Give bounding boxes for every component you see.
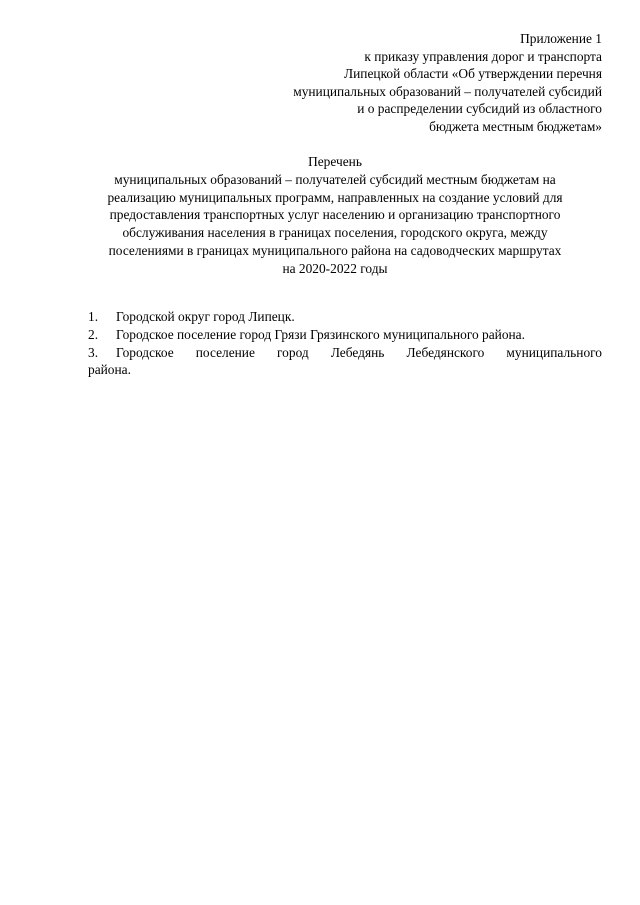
appendix-line: к приказу управления дорог и транспорта (364, 48, 602, 64)
list-item-number: 3. (88, 344, 99, 360)
list-item-continuation-text: района. (88, 362, 131, 378)
title-line: предоставления транспортных услуг населению и организацию транспортного (109, 207, 561, 223)
title-line: муниципальных образований – получателей субсидий местным бюджетам на (114, 171, 556, 187)
list-item (88, 308, 602, 326)
title-heading: Перечень (308, 154, 362, 169)
title-line: на 2020-2022 годы (282, 260, 388, 276)
list-item-number: 1. (88, 309, 99, 324)
appendix-line: и о распределении субсидий из областного (357, 101, 602, 117)
document-title (70, 153, 600, 278)
title-line: обслуживания населения в границах поселения, городского округа, между (122, 225, 548, 241)
list-item-continuation (88, 361, 602, 379)
appendix-line: Липецкой области «Об утверждении перечня (344, 66, 602, 82)
appendix-header (222, 30, 602, 136)
appendix-line: муниципальных образований – получателей субсидий (293, 83, 602, 99)
list-item (88, 326, 602, 344)
title-line: поселениями в границах муниципального района на садоводческих маршрутах (108, 242, 562, 258)
title-line: реализацию муниципальных программ, направленных на создание условий для (107, 189, 563, 205)
list-item-text: Городское поселение город Лебедянь Лебедянского муниципального (116, 344, 602, 360)
list-item-number: 2. (88, 326, 99, 342)
municipality-list (88, 308, 602, 379)
appendix-line: бюджета местным бюджетам» (429, 118, 602, 134)
list-item (88, 344, 602, 362)
list-item-text: Городской округ город Липецк. (116, 309, 295, 324)
list-item-text: Городское поселение город Грязи Грязинского муниципального района. (116, 326, 525, 342)
appendix-line: Приложение 1 (520, 31, 602, 46)
